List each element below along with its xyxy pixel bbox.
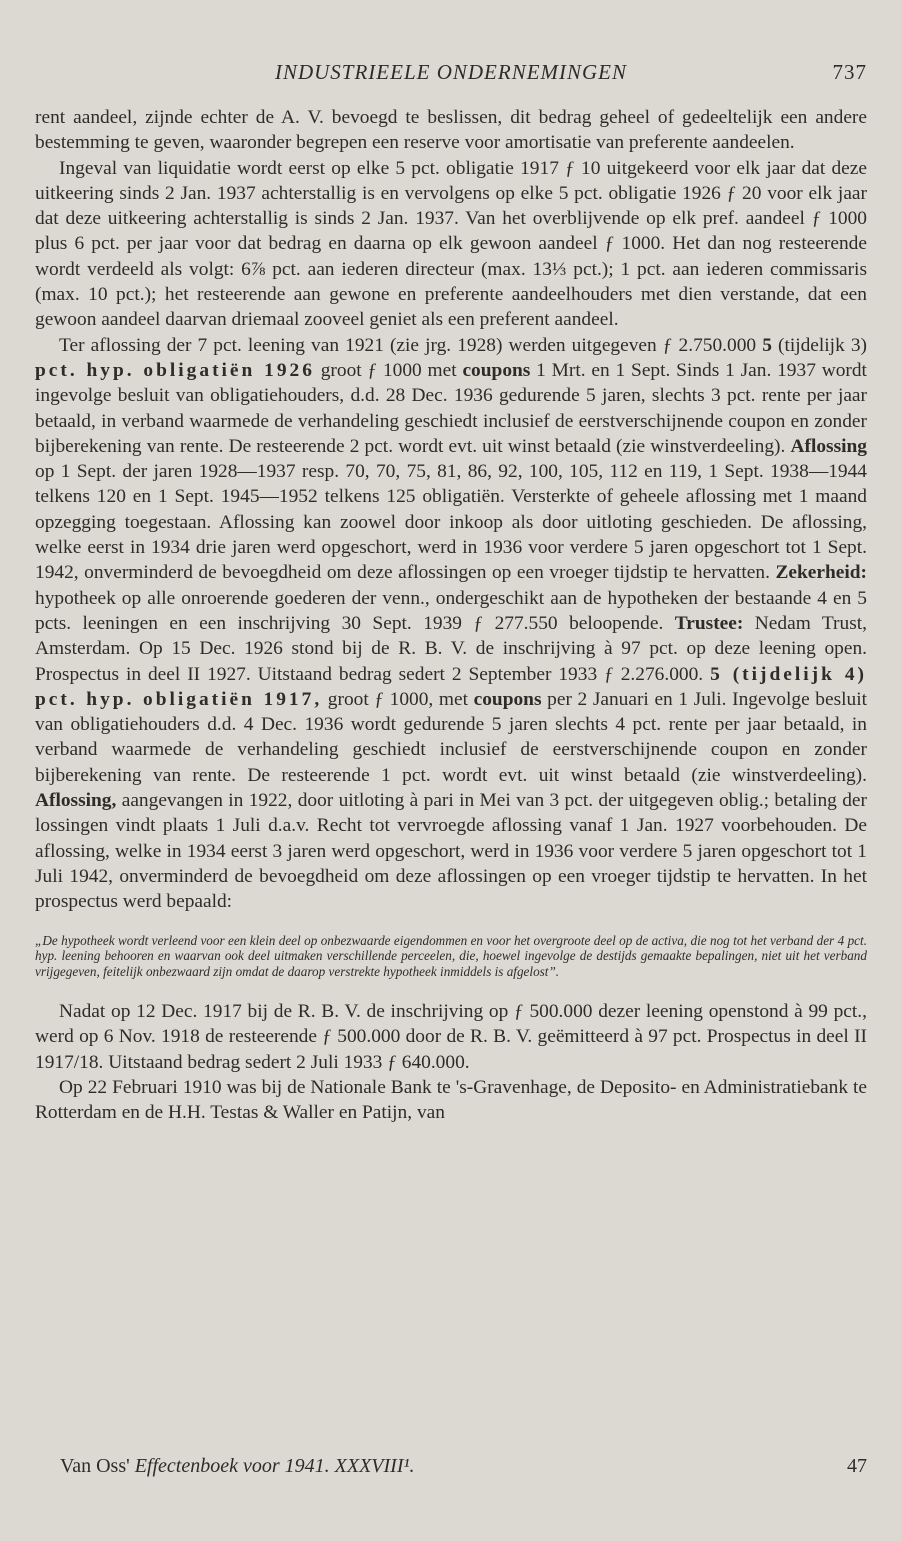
paragraph-bond-1926	[35, 333, 867, 915]
running-footer	[60, 1455, 867, 1483]
keyword-zekerheid: Zekerheid:	[775, 562, 867, 584]
text-run: (tijdelijk 3)	[777, 334, 867, 356]
paragraph-issue-1917: Nadat op 12 Dec. 1917 bij de R. B. V. de inschrijving op ƒ 500.000 dezer leening openstond à 99 pct., werd op 6 Nov. 1918 de resteerende ƒ 500.000 door de R. B. V. geëmitteerd à 97 pct. Prospectus in deel II 1917/18. Uitstaand bedrag sedert 2 Juli 1933 ƒ 640.000.	[35, 1001, 867, 1073]
sheet-number: 47	[847, 1455, 867, 1477]
keyword-aflossing: Aflossing	[790, 435, 867, 457]
section-title: INDUSTRIEELE ONDERNEMINGEN	[274, 60, 628, 84]
quote-text: „De hypotheek wordt verleend voor een klein deel op onbezwaarde eigendommen en voor het overgroote deel op de activa, die nog tot het verband der 4 pct. hyp. leening behooren en waarvan ook deel uitmaken verschillende perceelen, die, hoewel ingevolge de destijds gemaakte bepalingen, niet uit het verband vrijgegeven, feitelijk onbezwaard zijn omdat de daarop verstrekte hypotheek inmiddels is afgelost”.	[35, 932, 867, 979]
text-run: groot ƒ 1000 met	[320, 359, 457, 381]
book-title: Effectenboek voor 1941. XXXVIII¹.	[134, 1455, 415, 1477]
running-header	[35, 60, 867, 88]
bond-title-1917: 5 (tijdelijk 4) pct. hyp. obligatiën 1917,	[35, 663, 867, 710]
paragraph-liquidation: Ingeval van liquidatie wordt eerst op elke 5 pct. obligatie 1917 ƒ 10 uitgekeerd voor elk jaar dat deze uitkeering sinds 2 Jan. 1937 achterstallig is en vervolgens op elke 5 pct. obligatie 1926 ƒ 20 voor elk jaar dat deze uitkeering achterstallig is sinds 2 Jan. 1937. Van het overblijvende op elk pref. aandeel ƒ 1000 plus 6 pct. per jaar voor dat bedrag en daarna op elk gewoon aandeel ƒ 1000. Het dan nog resteerende wordt verdeeld als volgt: 6⅞ pct. aan iederen directeur (max. 13⅓ pct.); 1 pct. aan iederen commissaris (max. 10 pct.); het resteerende aan gewone en preferente aandeelhouders met dien verstande, dat een gewoon aandeel daarvan driemaal zooveel geniet als een preferent aandeel.	[35, 157, 867, 331]
keyword-trustee: Trustee:	[674, 612, 744, 634]
keyword-aflossing: Aflossing,	[35, 790, 117, 812]
publication-title	[60, 1455, 415, 1478]
publisher: Van Oss'	[60, 1455, 130, 1477]
text-run: per 2 Januari en 1 Juli. Ingevolge besluit van obligatiehouders d.d. 4 Dec. 1936 wordt gedurende 5 jaren slechts 4 pct. rente per jaar betaald, in verband waarmede de verhandeling geschiedt inclusief de eerstverschijnende coupon en zonder bijberekening van rente. De resteerende 1 pct. wordt evt. uit winst betaald (zie winstverdeeling).	[35, 688, 868, 786]
text-run: aangevangen in 1922, door uitloting à pari in Mei van 3 pct. der uitgegeven oblig.; betaling der lossingen vindt plaats 1 Juli d.a.v. Recht tot vervroegde aflossing vanaf 1 Jan. 1927 voorbehouden. De aflossing, welke in 1934 eerst 3 jaren werd opgeschort, werd in 1936 voor verdere 5 jaren opgeschort tot 1 Juli 1942, onverminderd de bevoegdheid om deze aflossingen op een vroeger tijdstip te hervatten. In het prospectus werd bepaald:	[35, 790, 867, 913]
bond-rate: 5	[762, 334, 772, 356]
text-run: 1 Mrt. en 1 Sept. Sinds 1 Jan. 1937 wordt ingevolge besluit van obligatiehouders, d.d. 28 Dec. 1936 gedurende 5 jaren, slechts 3 pct. rente per jaar betaald, in verband waarmede de verhandeling geschiedt inclusief de eerstverschijnende coupon en zonder bijberekening van rente. De resteerende 2 pct. wordt evt. uit winst betaald (zie winstverdeeling).	[35, 359, 867, 457]
text-run: Ter aflossing der 7 pct. leening van 1921 (zie jrg. 1928) werden uitgegeven ƒ 2.750.000	[59, 334, 757, 356]
text-run: op 1 Sept. der jaren 1928—1937 resp. 70, 70, 75, 81, 86, 92, 100, 105, 112 en 119, 1 Sept. 1938—1944 telkens 120 en 1 Sept. 1945—1952 telkens 125 obligatiën. Versterkte of geheele aflossing met 1 maand opzegging toegestaan. Aflossing kan zoowel door inkoop als door uitloting geschieden. De aflossing, welke eerst in 1934 drie jaren werd opgeschort, werd in 1936 voor verdere 5 jaren opgeschort tot 1 Sept. 1942, onverminderd de bevoegdheid om deze aflossingen op een vroeger tijdstip te hervatten.	[35, 461, 867, 584]
text-run: Nedam Trust, Amsterdam. Op 15 Dec. 1926 stond bij de R. B. V. de inschrijving à 97 pct. op deze leening open. Prospectus in deel II 1927. Uitstaand bedrag sedert 2 September 1933 ƒ 2.276.000.	[35, 612, 867, 685]
keyword-coupons: coupons	[462, 359, 531, 381]
keyword-coupons: coupons	[473, 688, 542, 710]
page-number: 737	[832, 60, 867, 84]
prospectus-quote	[35, 933, 867, 980]
text-run: hypotheek op alle onroerende goederen der venn., ondergeschikt aan de hypotheken der bestaande 4 en 5 pcts. leeningen en een inschrijving 30 Sept. 1939 ƒ 277.550 beloopende.	[35, 587, 867, 634]
paragraph-1910: Op 22 Februari 1910 was bij de Nationale Bank te 's-Gravenhage, de Deposito- en Administratiebank te Rotterdam en de H.H. Testas & Waller en Patijn, van	[35, 1076, 867, 1124]
bond-title-1926: pct. hyp. obligatiën 1926	[35, 359, 315, 381]
paragraph-1: rent aandeel, zijnde echter de A. V. bevoegd te beslissen, dit bedrag geheel of gedeeltelijk een andere bestemming te geven, waaronder begrepen een reserve voor amortisatie van preferente aandeelen.	[35, 107, 867, 154]
body-text	[35, 105, 867, 1125]
text-run: groot ƒ 1000, met	[327, 688, 468, 710]
